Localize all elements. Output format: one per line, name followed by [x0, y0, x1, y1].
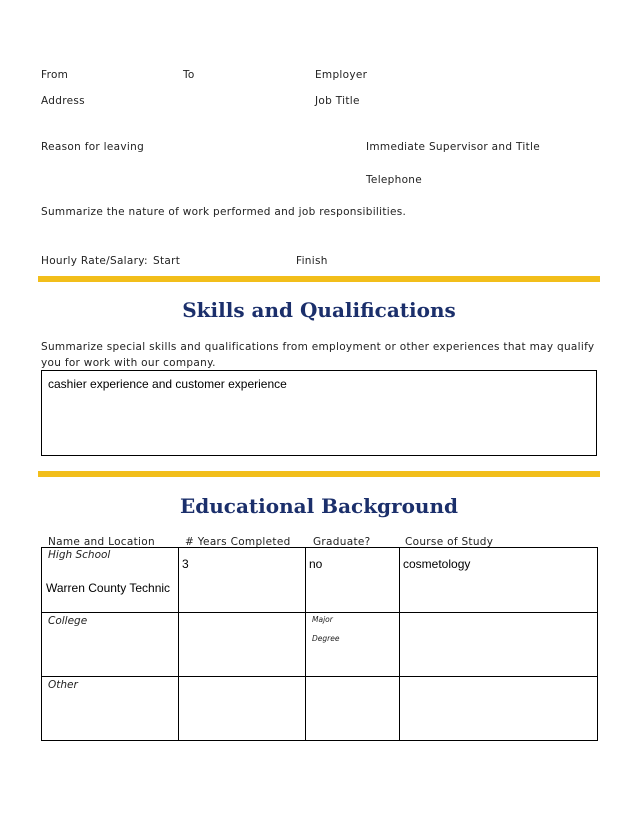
high-school-name-value: Warren County Technic — [46, 581, 171, 595]
table-row-high-school — [42, 548, 598, 613]
column-header-years-completed: # Years Completed — [185, 536, 291, 548]
education-heading: Educational Background — [180, 494, 458, 518]
from-label: From — [41, 69, 69, 81]
other-course-cell[interactable] — [400, 677, 598, 741]
section-divider — [38, 276, 600, 282]
high-school-years-value: 3 — [182, 557, 189, 571]
college-name-cell[interactable] — [42, 613, 179, 677]
college-graduate-cell[interactable] — [306, 613, 400, 677]
high-school-graduate-cell[interactable] — [306, 548, 400, 613]
other-years-cell[interactable] — [179, 677, 306, 741]
other-label: Other — [48, 679, 78, 691]
high-school-graduate-value: no — [309, 557, 323, 571]
skills-heading: Skills and Qualifications — [182, 298, 456, 322]
employer-label: Employer — [315, 69, 368, 81]
high-school-course-value: cosmetology — [403, 557, 471, 571]
reason-for-leaving-label: Reason for leaving — [41, 141, 145, 153]
table-row-college — [42, 613, 598, 677]
table-row-other — [42, 677, 598, 741]
summarize-work-label: Summarize the nature of work performed and job responsibilities. — [41, 206, 407, 218]
degree-label: Degree — [312, 634, 340, 643]
high-school-label: High School — [48, 549, 111, 561]
column-header-graduate: Graduate? — [313, 536, 371, 548]
start-label: Start — [153, 255, 181, 267]
hourly-rate-label: Hourly Rate/Salary: — [41, 255, 148, 267]
skills-answer-text: cashier experience and customer experience — [48, 377, 287, 391]
finish-label: Finish — [296, 255, 328, 267]
college-course-cell[interactable] — [400, 613, 598, 677]
to-label: To — [183, 69, 195, 81]
skills-answer-box[interactable] — [41, 370, 597, 456]
high-school-course-cell[interactable] — [400, 548, 598, 613]
high-school-years-cell[interactable] — [179, 548, 306, 613]
section-divider — [38, 471, 600, 477]
telephone-label: Telephone — [366, 174, 423, 186]
column-header-course-of-study: Course of Study — [405, 536, 494, 548]
skills-instructions: Summarize special skills and qualifications from employment or other experiences that may qualify you for work with our company. — [41, 341, 595, 369]
column-header-name-location: Name and Location — [48, 536, 155, 548]
major-label: Major — [312, 615, 333, 624]
education-table — [41, 547, 598, 741]
other-graduate-cell[interactable] — [306, 677, 400, 741]
supervisor-label: Immediate Supervisor and Title — [366, 141, 540, 153]
college-label: College — [48, 615, 88, 627]
college-years-cell[interactable] — [179, 613, 306, 677]
high-school-name-cell[interactable] — [42, 548, 179, 613]
address-label: Address — [41, 95, 85, 107]
other-name-cell[interactable] — [42, 677, 179, 741]
job-title-label: Job Title — [315, 95, 360, 107]
